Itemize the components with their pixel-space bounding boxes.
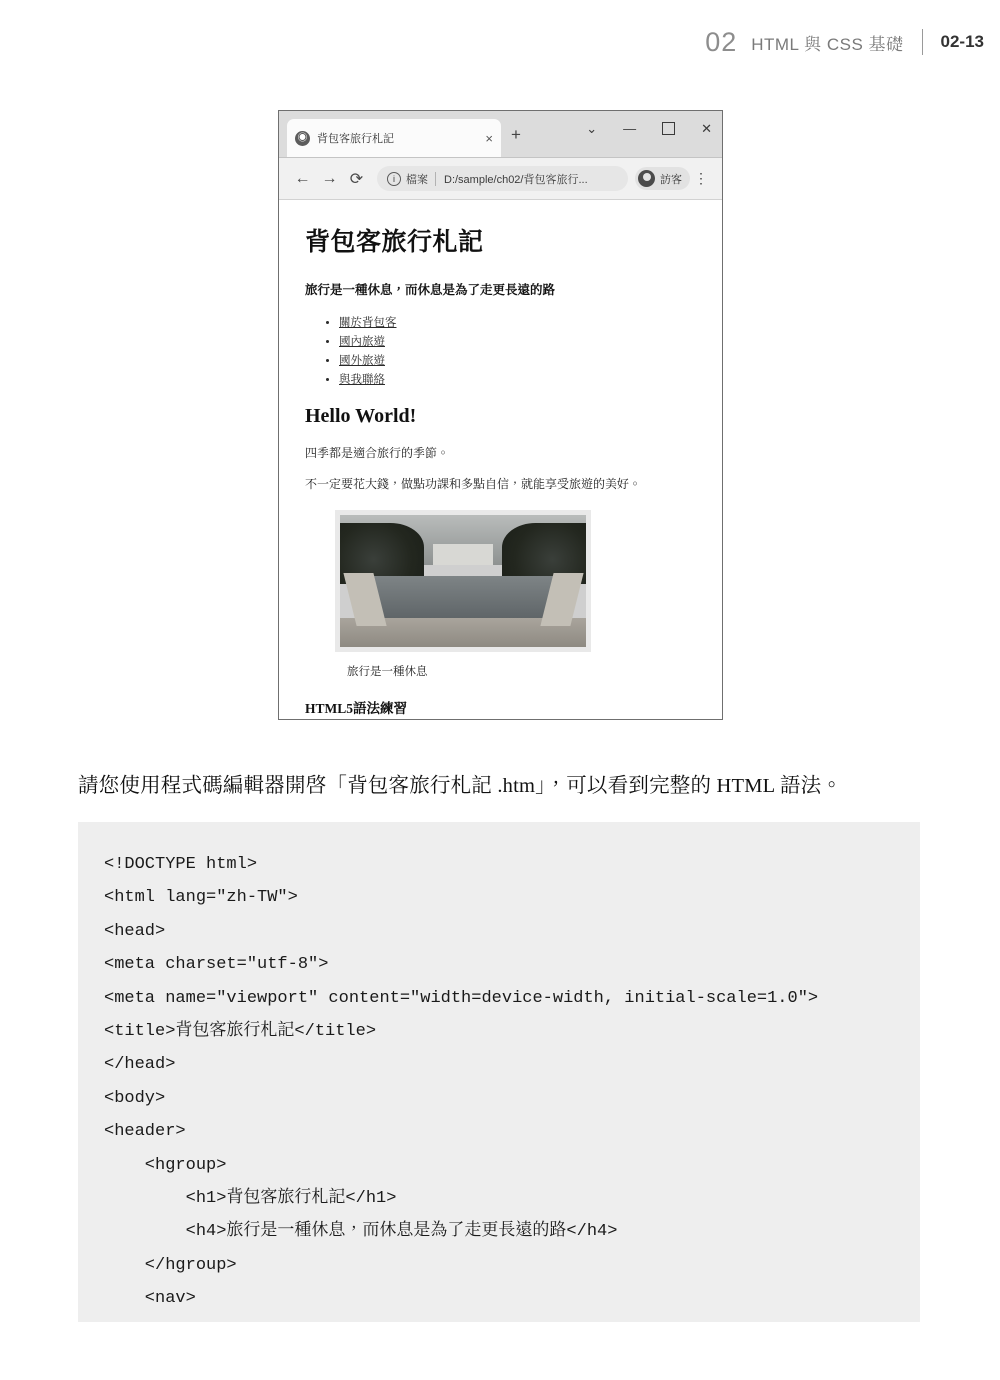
code-line: </head> (104, 1055, 176, 1075)
code-line: <meta name="viewport" content="width=device-width, initial-scale=1.0"> (104, 988, 819, 1008)
code-line: </hgroup> (104, 1255, 237, 1275)
nav-link[interactable]: 國外旅遊 (339, 355, 385, 367)
chevron-down-icon[interactable]: ⌄ (586, 121, 598, 136)
rendered-web-page (279, 200, 722, 727)
browser-screenshot-figure (278, 110, 723, 720)
close-window-icon[interactable]: ✕ (701, 121, 712, 136)
code-line: <hgroup> (104, 1155, 227, 1175)
code-line: <title>背包客旅行札記</title> (104, 1022, 377, 1042)
page-subtitle: 旅行是一種休息，而休息是為了走更長遠的路 (305, 283, 556, 297)
browser-toolbar (279, 158, 722, 200)
address-scheme-label: 檔案 (406, 173, 428, 186)
nav-link[interactable]: 與我聯絡 (339, 374, 385, 386)
profile-button[interactable] (635, 167, 690, 190)
code-line: <!DOCTYPE html> (104, 855, 258, 874)
nav-link[interactable]: 關於背包客 (339, 317, 397, 329)
code-line: <meta charset="utf-8"> (104, 955, 329, 975)
code-line: <header> (104, 1122, 186, 1142)
code-line: <head> (104, 921, 166, 941)
travel-photo (335, 510, 591, 652)
paragraph-2: 不一定要花大錢，做點功課和多點自信，就能享受旅遊的美好。 (305, 477, 642, 491)
code-line: <html lang="zh-TW"> (104, 888, 298, 908)
profile-label: 訪客 (660, 173, 682, 186)
back-icon[interactable]: ← (294, 169, 311, 187)
address-url-text: D:/sample/ch02/背包客旅行... (444, 173, 588, 186)
page-title: 背包客旅行札記 (305, 228, 484, 256)
code-line: <h4>旅行是一種休息，而休息是為了走更長遠的路</h4> (104, 1222, 618, 1242)
instruction-paragraph: 請您使用程式碼編輯器開啓「背包客旅行札記 .htm」，可以看到完整的 HTML 語法。 (78, 775, 843, 797)
chapter-title: HTML 與 CSS 基礎 (751, 29, 922, 55)
list-item[interactable] (339, 371, 696, 387)
nav-link-list (305, 314, 696, 387)
hello-world-heading: Hello World! (305, 405, 417, 427)
browser-tab-strip (279, 111, 722, 158)
page-footer-text: HTML5語法練習 (305, 701, 408, 716)
page-number: 02-13 (940, 32, 984, 51)
code-line: <h1>背包客旅行札記</h1> (104, 1189, 397, 1209)
minimize-icon[interactable]: — (623, 121, 637, 136)
maximize-icon[interactable] (662, 122, 675, 135)
code-listing (78, 822, 920, 1322)
reload-icon[interactable]: ⟳ (349, 170, 364, 188)
list-item[interactable] (339, 352, 696, 368)
photo-figure (335, 510, 593, 679)
info-icon[interactable]: i (387, 172, 401, 186)
code-line: <body> (104, 1088, 166, 1108)
close-icon[interactable]: × (485, 130, 493, 146)
globe-icon: ◉ (295, 131, 310, 146)
photo-caption: 旅行是一種休息 (347, 666, 428, 678)
nav-link[interactable]: 國內旅遊 (339, 336, 385, 348)
forward-icon[interactable]: → (321, 169, 338, 187)
address-bar[interactable] (377, 166, 628, 191)
menu-icon[interactable]: ⋮ (694, 170, 708, 186)
list-item[interactable] (339, 314, 696, 330)
browser-tab[interactable] (287, 119, 501, 157)
browser-tab-title: 背包客旅行札記 (317, 133, 394, 145)
window-controls (586, 122, 712, 135)
page-running-header (0, 20, 1000, 64)
list-item[interactable] (339, 333, 696, 349)
code-line: <nav> (104, 1289, 196, 1309)
paragraph-1: 四季都是適合旅行的季節。 (305, 446, 450, 460)
chapter-number: 02 (705, 26, 738, 57)
avatar (638, 170, 655, 187)
new-tab-button[interactable]: + (511, 125, 521, 144)
address-separator (435, 172, 436, 186)
